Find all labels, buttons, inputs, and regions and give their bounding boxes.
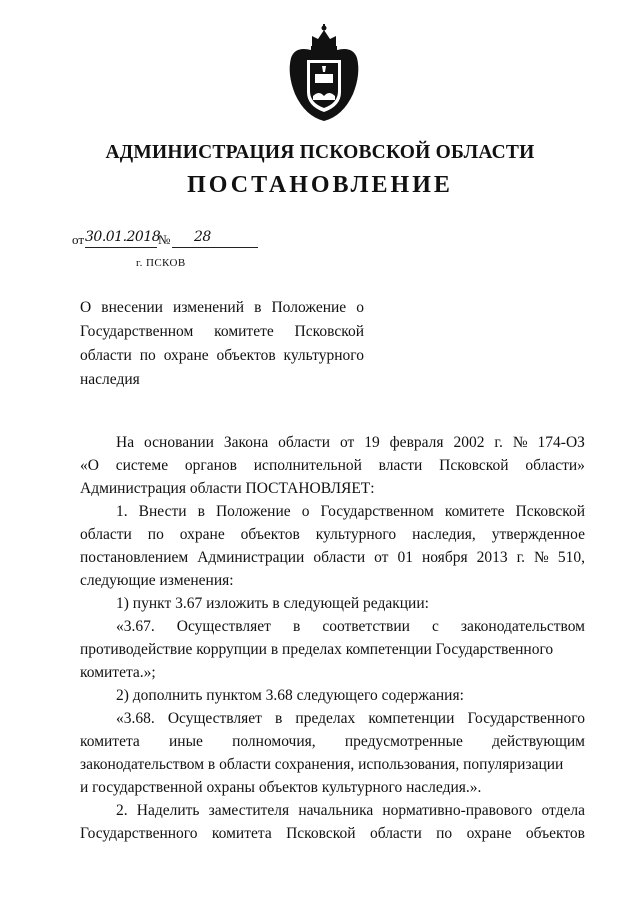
word: охране bbox=[466, 825, 512, 842]
date-prefix: от bbox=[72, 232, 85, 247]
word: заместителя bbox=[208, 802, 290, 819]
word: «3.67. bbox=[116, 618, 155, 635]
word: утвержденное bbox=[491, 526, 585, 543]
word: пределах bbox=[295, 710, 356, 727]
word: Наделить bbox=[136, 802, 200, 819]
word: № bbox=[512, 434, 528, 451]
word: Осуществляет bbox=[167, 710, 262, 727]
word: г. bbox=[516, 549, 526, 566]
body-line bbox=[80, 500, 585, 523]
organization-name: АДМИНИСТРАЦИЯ ПСКОВСКОЙ ОБЛАСТИ bbox=[105, 142, 535, 163]
word: № bbox=[534, 549, 549, 566]
word: по bbox=[147, 526, 164, 543]
body-line bbox=[80, 615, 585, 638]
word: 510, bbox=[557, 549, 585, 566]
word: Администрации bbox=[197, 549, 305, 566]
word: 174-ОЗ bbox=[537, 434, 585, 451]
word: предусмотренные bbox=[344, 733, 463, 750]
word: ноября bbox=[421, 549, 468, 566]
word: в bbox=[292, 618, 301, 635]
body-line bbox=[80, 799, 585, 822]
document-subject: О внесении изменений в Положение о Государственном комитете Псковской области по охране объектов культурного наследия bbox=[80, 299, 364, 388]
body-line: Администрация области ПОСТАНОВЛЯЕТ: bbox=[80, 480, 375, 497]
word: компетенции bbox=[368, 710, 455, 727]
city-label: г. ПСКОВ bbox=[136, 257, 186, 269]
body-line: и государственной охраны объектов культурного наследия.». bbox=[80, 779, 482, 796]
word: действующим bbox=[492, 733, 585, 750]
body-line bbox=[80, 546, 585, 569]
body-line bbox=[80, 707, 585, 730]
pskov-coat-of-arms-icon bbox=[285, 24, 363, 122]
word: о bbox=[301, 503, 310, 520]
number-prefix: № bbox=[158, 232, 171, 247]
word: Внести bbox=[138, 503, 187, 520]
word: исполнительной bbox=[253, 457, 362, 474]
word: Осуществляет bbox=[176, 618, 271, 635]
word: Закона bbox=[223, 434, 269, 451]
word: органов bbox=[184, 457, 237, 474]
word: основании bbox=[144, 434, 214, 451]
word: Государственного bbox=[467, 710, 585, 727]
word: с bbox=[431, 618, 439, 635]
word: Государственном bbox=[320, 503, 434, 520]
body-line: противодействие коррупции в пределах компетенции Государственного bbox=[80, 641, 554, 658]
word: наследия, bbox=[412, 526, 476, 543]
number-underline bbox=[172, 247, 258, 248]
body-line bbox=[80, 431, 585, 454]
document-type: ПОСТАНОВЛЕНИЕ bbox=[187, 172, 453, 198]
body-line bbox=[80, 822, 585, 845]
word: комитета bbox=[80, 733, 140, 750]
word: области» bbox=[525, 457, 585, 474]
word: области bbox=[313, 549, 366, 566]
word: власти bbox=[378, 457, 423, 474]
date-value: 30.01.2018 bbox=[85, 229, 161, 245]
word: Псковской bbox=[515, 503, 585, 520]
body-line: 1) пункт 3.67 изложить в следующей редакции: bbox=[116, 595, 429, 612]
word: области bbox=[278, 434, 330, 451]
word: февраля bbox=[389, 434, 444, 451]
word: Положение bbox=[215, 503, 291, 520]
body-line: 2) дополнить пунктом 3.68 следующего содержания: bbox=[116, 687, 464, 704]
word: отдела bbox=[541, 802, 585, 819]
word: в bbox=[197, 503, 205, 520]
word: 2002 bbox=[453, 434, 485, 451]
word: области bbox=[80, 526, 132, 543]
word: нормативно-правового bbox=[382, 802, 533, 819]
word: 2013 bbox=[476, 549, 508, 566]
word: Псковской bbox=[439, 457, 509, 474]
word: по bbox=[436, 825, 453, 842]
word: 01 bbox=[397, 549, 413, 566]
word: г. bbox=[494, 434, 503, 451]
word: комитета bbox=[211, 825, 272, 842]
word: «3.68. bbox=[116, 710, 155, 727]
word: от bbox=[374, 549, 389, 566]
word: системе bbox=[115, 457, 169, 474]
word: области bbox=[369, 825, 422, 842]
word: «О bbox=[80, 457, 99, 474]
word: 19 bbox=[364, 434, 380, 451]
body-line bbox=[80, 523, 585, 546]
document-body bbox=[80, 431, 585, 845]
word: охране bbox=[179, 526, 225, 543]
word: культурного bbox=[315, 526, 397, 543]
word: в bbox=[275, 710, 283, 727]
word: полномочия, bbox=[232, 733, 316, 750]
word: объектов bbox=[525, 825, 585, 842]
word: начальника bbox=[298, 802, 374, 819]
word: от bbox=[339, 434, 355, 451]
date-underline bbox=[85, 247, 157, 248]
word: 2. bbox=[116, 802, 128, 819]
date-number-line bbox=[72, 226, 272, 248]
body-line: законодательством в области сохранения, использования, популяризации bbox=[80, 756, 564, 773]
word: законодательством bbox=[460, 618, 585, 635]
word: Государственного bbox=[80, 825, 198, 842]
body-line: следующие изменения: bbox=[80, 572, 234, 589]
body-line bbox=[80, 454, 585, 477]
body-line: комитета.»; bbox=[80, 664, 156, 681]
word: 1. bbox=[116, 503, 128, 520]
word: объектов bbox=[240, 526, 300, 543]
word: соответствии bbox=[322, 618, 410, 635]
word: иные bbox=[169, 733, 203, 750]
word: На bbox=[116, 434, 135, 451]
word: комитете bbox=[444, 503, 505, 520]
word: постановлением bbox=[80, 549, 189, 566]
word: Псковской bbox=[286, 825, 356, 842]
body-line bbox=[80, 730, 585, 753]
number-value: 28 bbox=[194, 229, 211, 245]
